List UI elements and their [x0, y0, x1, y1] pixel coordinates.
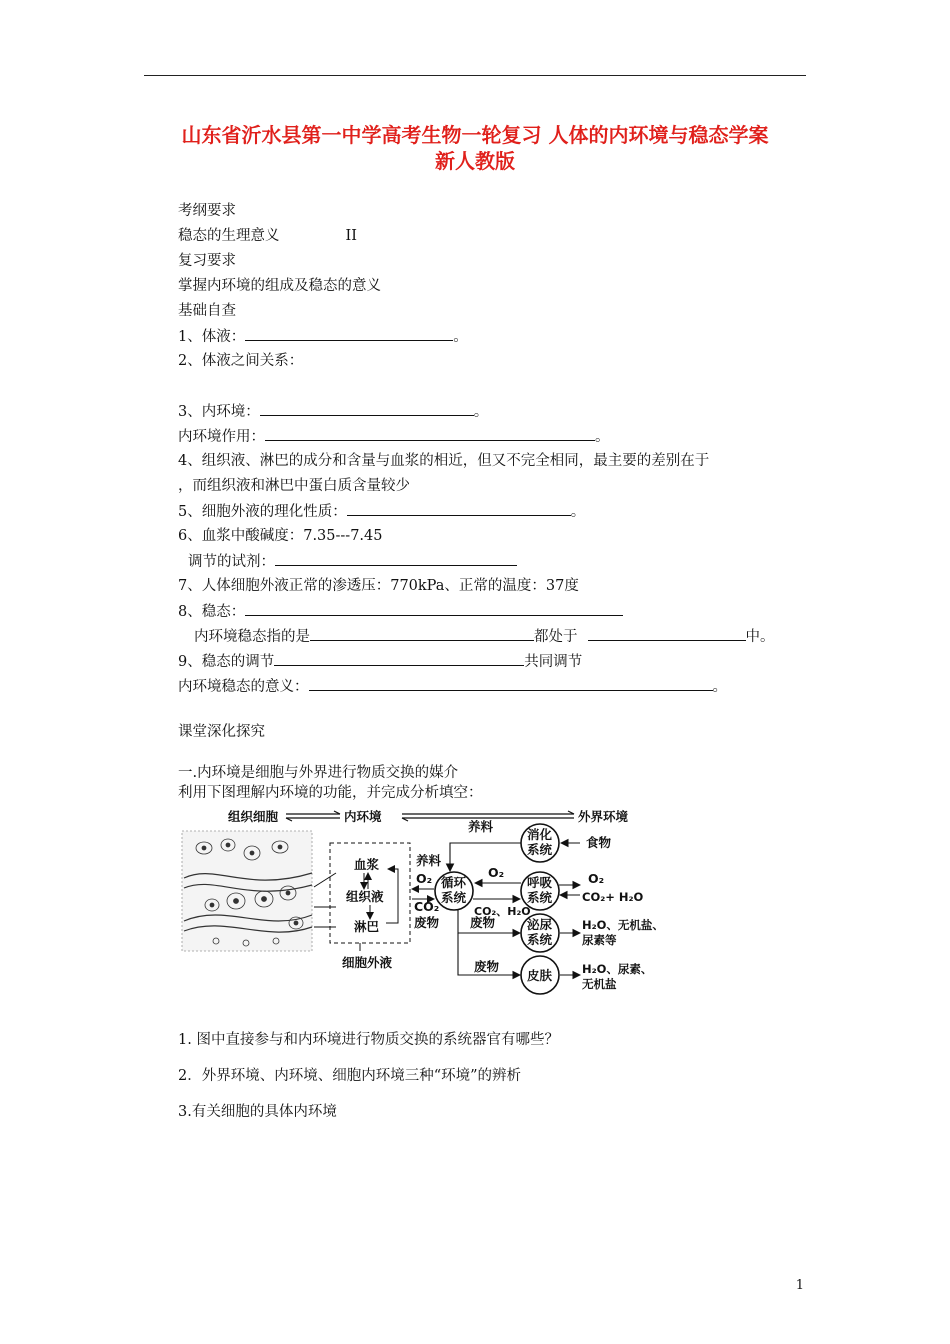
document-title-line1: 山东省沂水县第一中学高考生物一轮复习 人体的内环境与稳态学案 [181, 123, 769, 147]
label-co2-h2o-mid: CO₂、H₂O [474, 905, 531, 918]
label-urinary-2: 系统 [527, 932, 553, 947]
label-o2-left: O₂ [416, 871, 433, 886]
pointer-line [314, 873, 336, 887]
label-lymph: 淋巴 [354, 919, 380, 934]
label-skin-output-2: 无机盐 [582, 977, 617, 991]
text-fragment: 内环境稳态的意义： [178, 679, 309, 695]
label-skin-output-1: H₂O、尿素、 [582, 962, 653, 976]
text-fragment: 。 [473, 404, 489, 420]
text-line: 2、体液之间关系： [178, 353, 304, 369]
text-line: 一.内环境是细胞与外界进行物质交换的媒介 [178, 765, 459, 781]
text-line [178, 601, 623, 622]
text-line [178, 426, 610, 447]
text-fragment: 中。 [745, 629, 775, 645]
label-o2-right: O₂ [588, 871, 605, 886]
text-fragment: 8、稳态： [178, 604, 246, 620]
label-nutrients-top: 养料 [468, 819, 494, 834]
fill-blank[interactable] [245, 601, 623, 616]
label-o2-mid: O₂ [488, 865, 505, 880]
text-fragment: 都处于 [534, 629, 578, 645]
page-number: 1 [795, 1278, 804, 1293]
fill-blank[interactable] [310, 626, 534, 641]
label-co2-h2o-right: CO₂+ H₂O [582, 890, 644, 904]
section-heading: 课堂深化探究 [178, 724, 265, 740]
label-co2-left: CO₂ [414, 899, 440, 914]
header-rule [144, 75, 806, 76]
label-urinary-output-1: H₂O、无机盐、 [582, 918, 664, 932]
label-tissue-fluid: 组织液 [346, 889, 384, 904]
text-line [194, 626, 775, 647]
fill-blank[interactable] [274, 651, 524, 666]
text-line: 利用下图理解内环境的功能，并完成分析填空： [178, 785, 483, 801]
text-fragment: 1、体液： [178, 329, 246, 345]
label-digestive-1: 消化 [527, 827, 553, 842]
fill-blank[interactable] [309, 676, 713, 691]
text-fragment: 3、内环境： [178, 404, 260, 420]
text-fragment: 调节的试剂： [188, 554, 275, 570]
flow-arrows [412, 889, 434, 899]
fill-blank[interactable] [265, 426, 595, 441]
document-title-line2: 新人教版 [435, 149, 515, 173]
text-line: ，而组织液和淋巴中蛋白质含量较少 [178, 478, 410, 494]
internal-environment-diagram [176, 803, 696, 1003]
text-line: 基础自查 [178, 303, 236, 319]
label-plasma: 血浆 [354, 857, 380, 872]
label-circulatory-2: 系统 [441, 890, 467, 905]
label-respiratory-1: 呼吸 [527, 875, 553, 890]
label-internal-env: 内环境 [344, 809, 382, 824]
text-line [178, 651, 582, 672]
tissue-cells-illustration [182, 831, 312, 951]
label-respiratory-2: 系统 [527, 890, 553, 905]
text-fragment: 内环境作用： [178, 429, 265, 445]
question-2: 2．外界环境、内环境、细胞内环境三种“环境”的辨析 [178, 1068, 522, 1084]
text-line [178, 226, 357, 246]
text-line: 考纲要求 [178, 203, 236, 219]
fill-blank[interactable] [588, 626, 746, 641]
text-fragment: 共同调节 [524, 654, 583, 670]
text-fragment: 内环境稳态指的是 [194, 629, 310, 645]
text-fragment: 。 [595, 429, 610, 445]
text-fragment: 稳态的生理意义 [178, 228, 280, 244]
text-line [178, 676, 727, 697]
label-digestive-2: 系统 [527, 842, 553, 857]
question-3: 3.有关细胞的具体内环境 [178, 1104, 337, 1120]
fill-blank[interactable] [245, 326, 453, 341]
label-urinary-1: 泌尿 [527, 917, 553, 932]
text-line [178, 326, 468, 347]
text-fragment: 。 [453, 329, 468, 345]
label-skin: 皮肤 [527, 968, 553, 983]
label-tissue-cells: 组织细胞 [228, 809, 279, 824]
text-line [188, 551, 517, 572]
label-external-env: 外界环境 [578, 809, 629, 824]
exchange-arrows [360, 869, 398, 951]
level-mark: II [345, 228, 357, 244]
label-circulatory-1: 循环 [441, 875, 467, 890]
text-fragment: 9、稳态的调节 [178, 654, 275, 670]
text-fragment: 5、细胞外液的理化性质： [178, 504, 347, 520]
text-line: 4、组织液、淋巴的成分和含量与血浆的相近，但又不完全相同，最主要的差别在于 [178, 453, 710, 469]
fill-blank[interactable] [260, 401, 474, 416]
label-urinary-output-2: 尿素等 [582, 933, 617, 947]
text-line: 7、人体细胞外液正常的渗透压：770kPa、正常的温度：37度 [178, 578, 579, 594]
text-line [178, 501, 585, 522]
fill-blank[interactable] [347, 501, 571, 516]
text-line: 掌握内环境的组成及稳态的意义 [178, 278, 381, 294]
text-line: 6、血浆中酸碱度：7.35---7.45 [178, 528, 383, 544]
question-1: 1. 图中直接参与和内环境进行物质交换的系统器官有哪些？ [178, 1032, 559, 1048]
label-nutrients-left: 养料 [416, 853, 442, 868]
label-food: 食物 [586, 835, 612, 850]
text-line: 复习要求 [178, 253, 236, 269]
text-fragment: 。 [570, 504, 586, 520]
label-waste-urinary: 废物 [470, 915, 496, 930]
text-line [178, 401, 488, 422]
fill-blank[interactable] [275, 551, 517, 566]
label-waste-left: 废物 [414, 915, 440, 930]
label-extracellular-fluid: 细胞外液 [342, 955, 393, 970]
label-waste-skin: 废物 [474, 959, 500, 974]
text-fragment: 。 [712, 679, 727, 695]
double-arrow [286, 811, 574, 821]
